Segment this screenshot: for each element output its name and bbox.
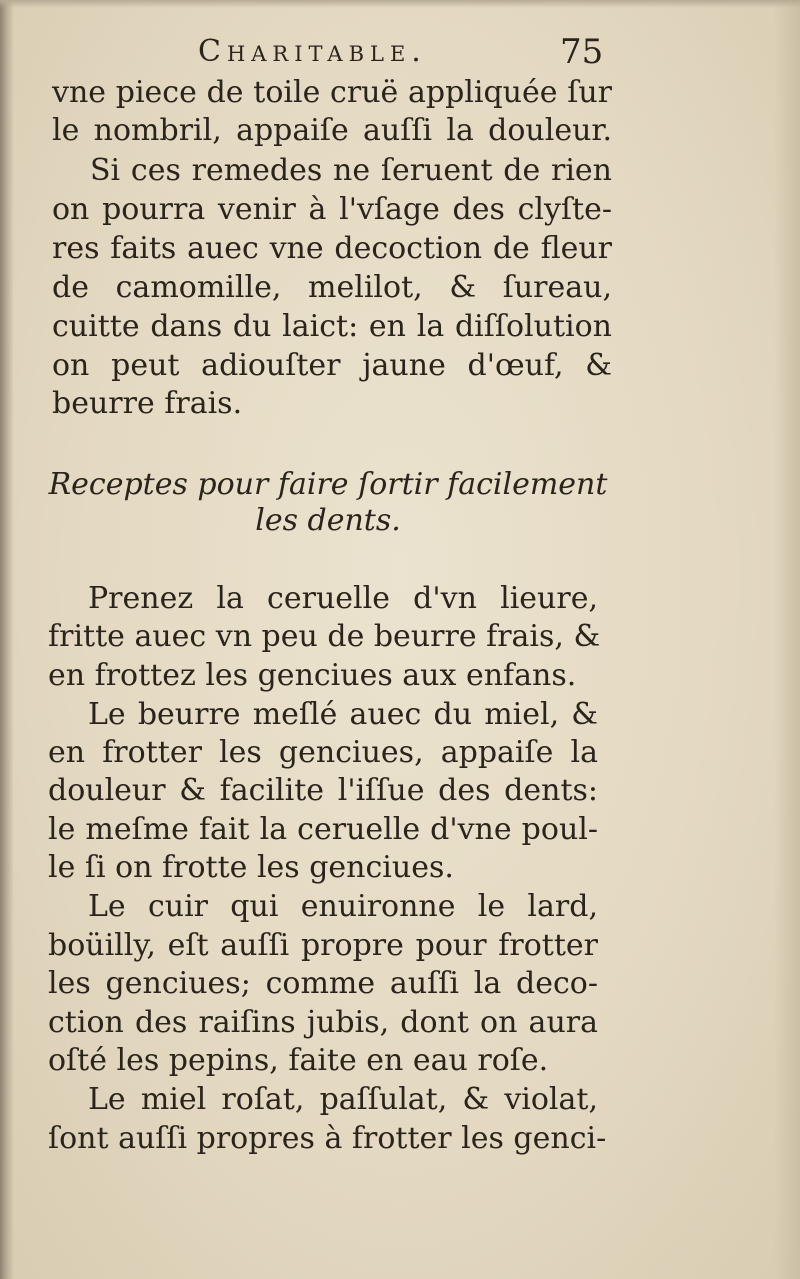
text-line: ction des raiſins jubis, dont on aura [48, 1005, 598, 1040]
section-heading: Receptes pour faire ſortir facilement [48, 467, 608, 502]
text-line: en frottez les genciues aux enfans. [48, 658, 577, 693]
text-line: ſont auſſi propres à frotter les genci- [48, 1121, 607, 1156]
running-head: Charitable. [198, 34, 427, 69]
text-line: Le miel roſat, paſſulat, & violat, [88, 1082, 598, 1117]
text-line: fritte auec vn peu de beurre frais, & [48, 619, 601, 654]
text-line: on pourra venir à l'vſage des clyſte- [52, 192, 612, 227]
text-line: le meſme fait la ceruelle d'vne poul- [48, 812, 598, 847]
text-line: en frotter les genciues, appaiſe la [48, 735, 598, 770]
text-line: les genciues; comme auſſi la deco- [48, 966, 598, 1001]
text-line: le nombril, appaiſe auſſi la douleur. [52, 113, 612, 148]
text-line: le ſi on frotte les genciues. [48, 850, 454, 885]
text-line: Prenez la ceruelle d'vn lieure, [88, 581, 598, 616]
text-line: Si ces remedes ne ſeruent de rien [90, 153, 612, 188]
text-line: res faits auec vne decoction de fleur [52, 231, 612, 266]
text-line: Le cuir qui enuironne le lard, [88, 889, 598, 924]
text-line: on peut adiouſter jaune d'œuf, & [52, 348, 612, 383]
text-line: vne piece de toile cruë appliquée ſur [52, 75, 612, 110]
text-line: beurre frais. [52, 386, 243, 421]
page-left-edge [0, 0, 14, 1279]
page-top-edge [0, 0, 800, 8]
text-line: douleur & facilite l'iſſue des dents: [48, 773, 598, 808]
text-line: cuitte dans du laict: en la diſſolution [52, 309, 612, 344]
text-line: boüilly, eſt auſſi propre pour frotter [48, 928, 598, 963]
text-line: de camomille, melilot, & ſureau, [52, 270, 612, 305]
text-line: Le beurre meſlé auec du miel, & [88, 697, 598, 732]
page-right-edge [774, 0, 800, 1279]
page-number: 75 [560, 32, 604, 72]
text-line: oſté les pepins, faite en eau roſe. [48, 1043, 549, 1078]
section-heading-continued: les dents. [255, 503, 401, 538]
